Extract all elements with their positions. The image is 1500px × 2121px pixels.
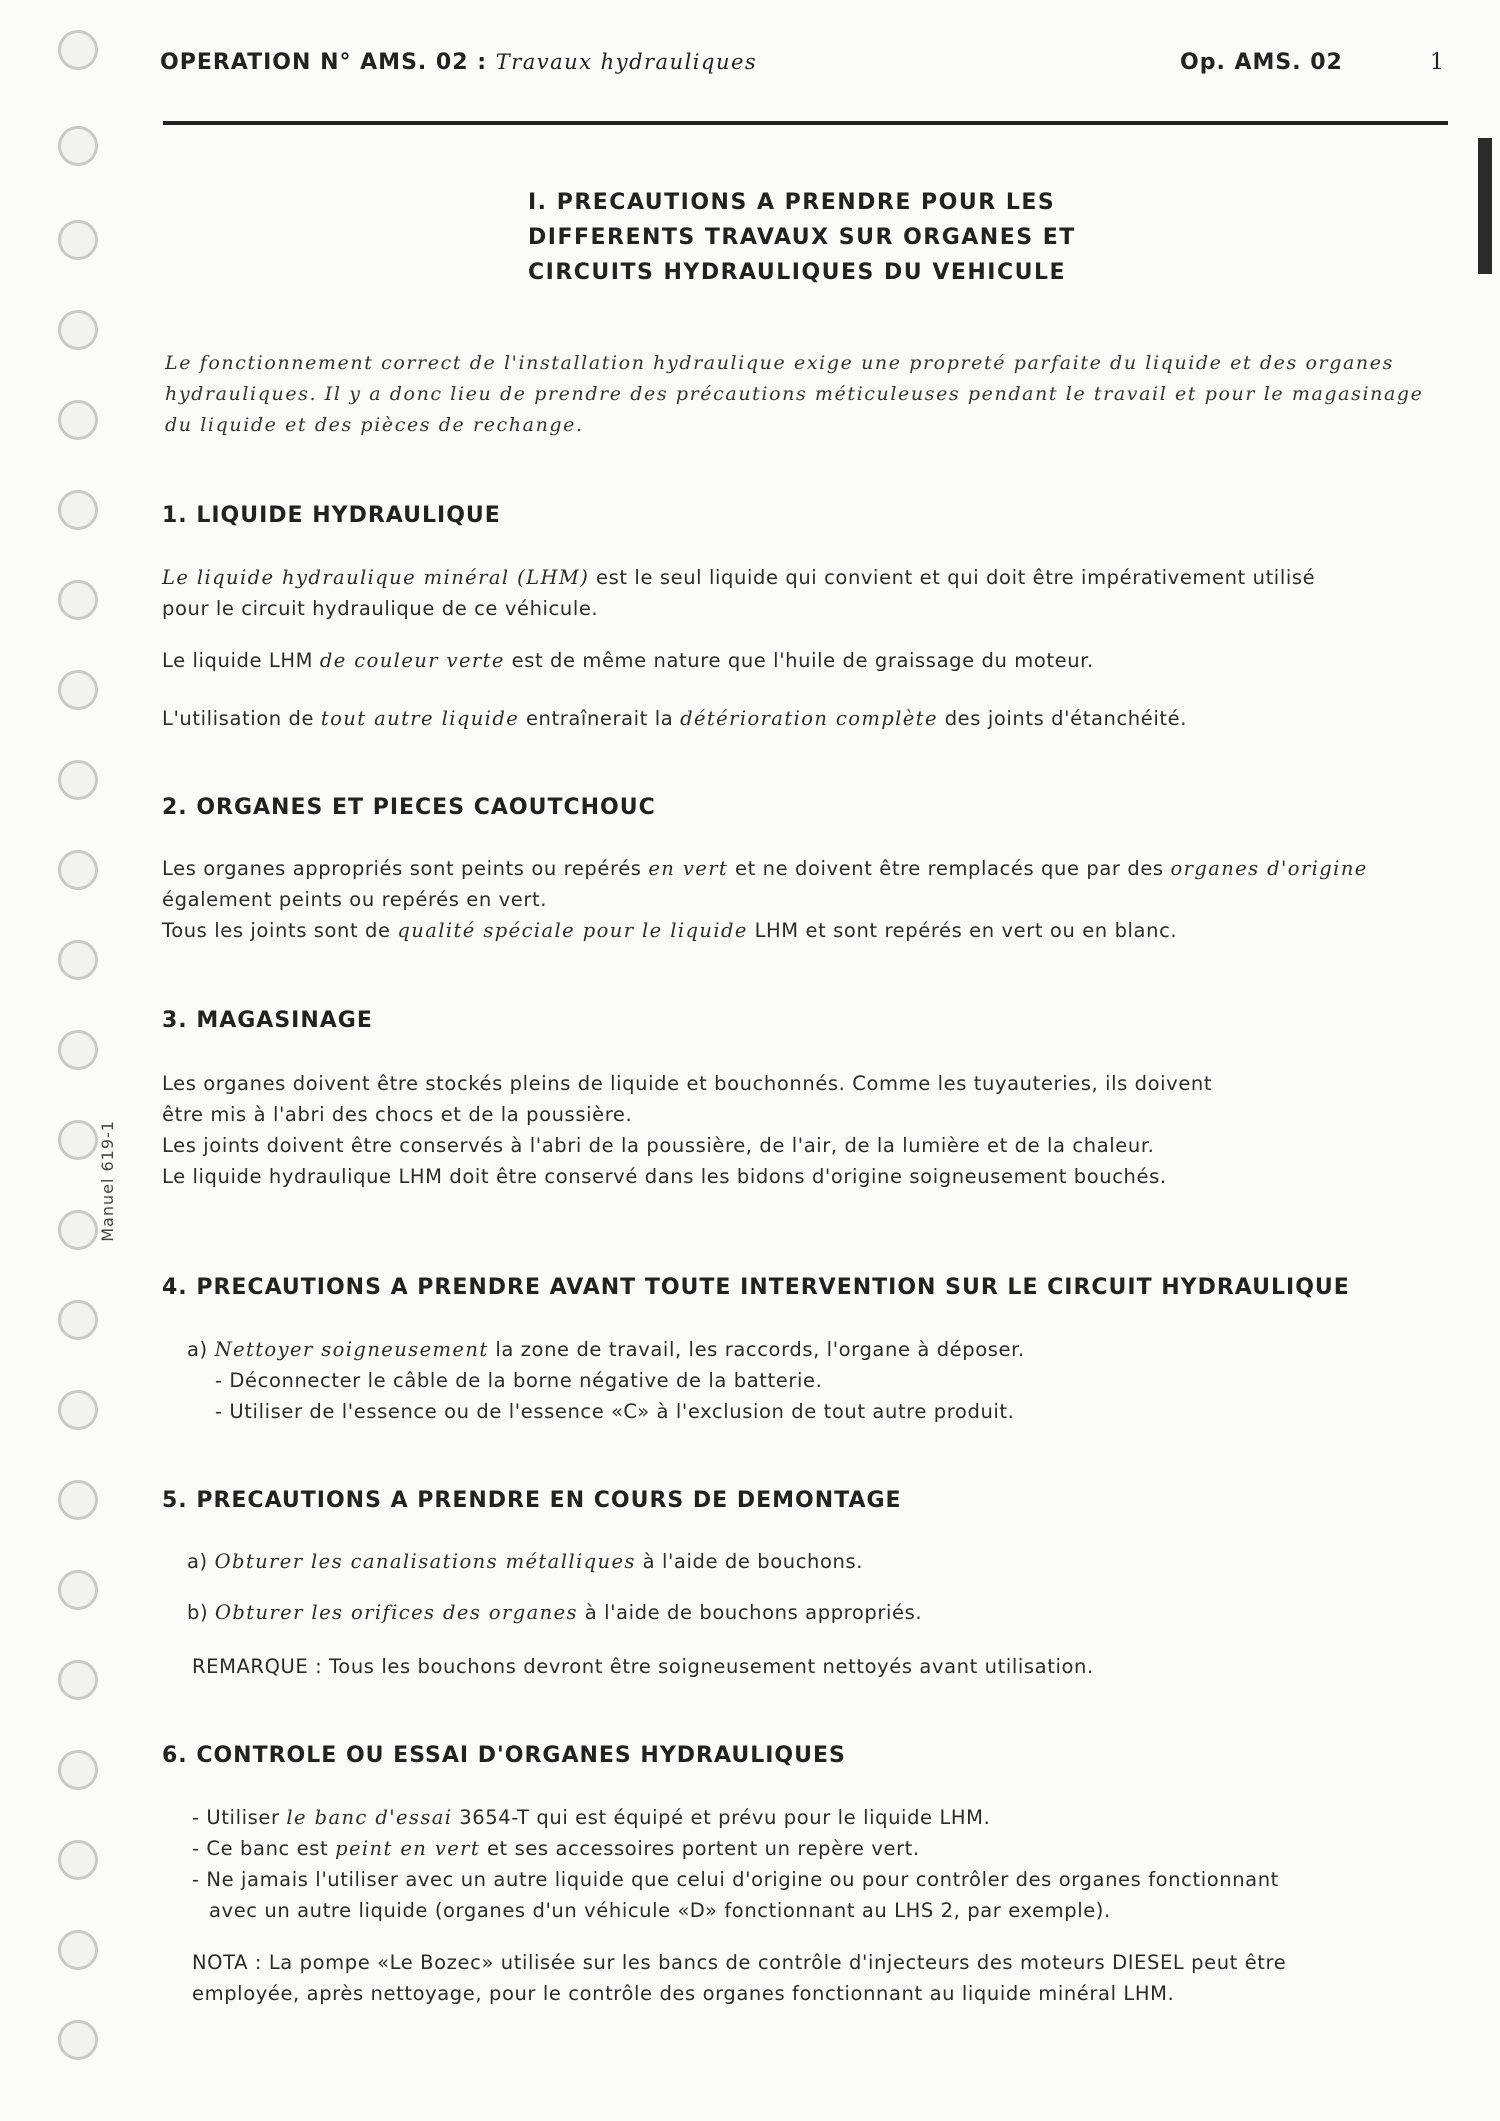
text: - Ne jamais l'utiliser avec un autre liquide que celui d'origine ou pour contrôler des organes fonctionnant [192, 1868, 1279, 1891]
operation-title [160, 50, 757, 75]
s5-remark: REMARQUE : Tous les bouchons devront être soigneusement nettoyés avant utilisation. [192, 1655, 1094, 1678]
section-heading-magasinage: 3. MAGASINAGE [162, 1008, 373, 1033]
binder-hole [58, 850, 98, 890]
text: pour le circuit hydraulique de ce véhicule. [162, 597, 599, 620]
text: à l'aide de bouchons appropriés. [577, 1601, 923, 1624]
header-rule [163, 121, 1448, 125]
text: Le liquide LHM [162, 649, 320, 672]
binder-hole [58, 400, 98, 440]
text-italic: de couleur verte [319, 649, 505, 672]
binder-hole [58, 1930, 98, 1970]
section-heading-controle: 6. CONTROLE OU ESSAI D'ORGANES HYDRAULIQUES [162, 1743, 846, 1768]
binder-hole [58, 1750, 98, 1790]
text: être mis à l'abri des chocs et de la poussière. [162, 1103, 633, 1126]
binder-hole [58, 1480, 98, 1520]
text: - Utiliser [192, 1806, 287, 1829]
text: est le seul liquide qui convient et qui doit être impérativement utilisé [589, 566, 1316, 589]
binder-hole [58, 2020, 98, 2060]
text-italic: qualité spéciale pour le liquide [397, 919, 748, 942]
section-heading-precautions-avant: 4. PRECAUTIONS A PRENDRE AVANT TOUTE INTERVENTION SUR LE CIRCUIT HYDRAULIQUE [162, 1275, 1350, 1300]
intro-line: hydrauliques. Il y a donc lieu de prendre des précautions méticuleuses pendant le travail et pour le magasinage [165, 383, 1424, 405]
text: 3654-T qui est équipé et prévu pour le liquide LHM. [452, 1806, 991, 1829]
text: Le liquide hydraulique LHM doit être conservé dans les bidons d'origine soigneusement bouchés. [162, 1165, 1167, 1188]
s5-item-a [187, 1546, 1427, 1577]
binder-hole [58, 670, 98, 710]
s1-paragraph-1 [162, 562, 1402, 624]
text-italic: Obturer les canalisations métalliques [214, 1550, 636, 1573]
text-italic: Le liquide hydraulique minéral (LHM) [162, 566, 590, 589]
text: et ses accessoires portent un repère vert. [480, 1837, 920, 1860]
text-italic: le banc d'essai [286, 1806, 453, 1829]
binder-hole [58, 1660, 98, 1700]
binder-hole [58, 940, 98, 980]
operation-reference: Op. AMS. 02 [1180, 50, 1343, 75]
section-heading-demontage: 5. PRECAUTIONS A PRENDRE EN COURS DE DEMONTAGE [162, 1488, 902, 1513]
text: NOTA : La pompe «Le Bozec» utilisée sur les bancs de contrôle d'injecteurs des moteurs DIESEL peut être [192, 1951, 1287, 1974]
intro-line: du liquide et des pièces de rechange. [165, 414, 584, 436]
s5-item-b [187, 1597, 1427, 1628]
text: LHM et sont repérés en vert ou en blanc. [747, 919, 1178, 942]
binder-hole [58, 1840, 98, 1880]
s1-paragraph-2 [162, 645, 1402, 676]
text-italic: en vert [648, 857, 729, 880]
operation-label: OPERATION N° AMS. 02 : [160, 50, 488, 75]
text: la zone de travail, les raccords, l'organe à déposer. [488, 1338, 1025, 1361]
section-heading-liquide: 1. LIQUIDE HYDRAULIQUE [162, 503, 501, 528]
text-italic: Nettoyer soigneusement [214, 1338, 489, 1361]
operation-subject: Travaux hydrauliques [495, 50, 758, 74]
text: entraînerait la [519, 707, 681, 730]
binder-hole [58, 30, 98, 70]
text: également peints ou repérés en vert. [162, 888, 548, 911]
text: avec un autre liquide (organes d'un véhicule «D» fonctionnant au LHS 2, par exemple). [209, 1899, 1111, 1922]
text: a) [187, 1338, 215, 1361]
text: - Ce banc est [192, 1837, 336, 1860]
s6-list [192, 1802, 1432, 1926]
text: - Utiliser de l'essence ou de l'essence «C» à l'exclusion de tout autre produit. [215, 1400, 1015, 1423]
text: - Déconnecter le câble de la borne négative de la batterie. [215, 1369, 823, 1392]
s2-paragraph [162, 853, 1402, 946]
binder-hole [58, 1030, 98, 1070]
text: des joints d'étanchéité. [937, 707, 1187, 730]
binder-hole [58, 490, 98, 530]
binder-hole [58, 580, 98, 620]
intro-paragraph [165, 348, 1424, 441]
s3-paragraph [162, 1068, 1402, 1192]
text: à l'aide de bouchons. [635, 1550, 864, 1573]
binder-hole [58, 1120, 98, 1160]
binder-hole [58, 1210, 98, 1250]
text: L'utilisation de [162, 707, 321, 730]
s4-item-a [187, 1334, 1427, 1365]
title-line: CIRCUITS HYDRAULIQUES DU VEHICULE [528, 260, 1067, 285]
main-title [528, 185, 1088, 290]
text: b) [187, 1601, 215, 1624]
section-heading-organes: 2. ORGANES ET PIECES CAOUTCHOUC [162, 795, 656, 820]
s1-paragraph-3 [162, 703, 1402, 734]
text-italic: Obturer les orifices des organes [214, 1601, 578, 1624]
margin-bar [1478, 138, 1492, 274]
text-italic: détérioration complète [680, 707, 938, 730]
text: Les joints doivent être conservés à l'abri de la poussière, de l'air, de la lumière et de la chaleur. [162, 1134, 1155, 1157]
text: Tous les joints sont de [162, 919, 398, 942]
page-header [160, 50, 1448, 90]
text-italic: organes d'origine [1170, 857, 1368, 880]
binder-hole [58, 1300, 98, 1340]
binder-holes [52, 30, 112, 2090]
binder-hole [58, 1390, 98, 1430]
binder-hole [58, 126, 98, 166]
text: Les organes doivent être stockés pleins de liquide et bouchonnés. Comme les tuyauteries, ils doivent [162, 1072, 1213, 1095]
text: employée, après nettoyage, pour le contrôle des organes fonctionnant au liquide minéral LHM. [192, 1982, 1175, 2005]
binder-hole [58, 760, 98, 800]
title-line: I. PRECAUTIONS A PRENDRE POUR LES [528, 190, 1056, 215]
binder-hole [58, 310, 98, 350]
title-line: DIFFERENTS TRAVAUX SUR ORGANES ET [528, 225, 1076, 250]
s4-subitems [215, 1365, 1455, 1427]
text-italic: tout autre liquide [320, 707, 520, 730]
page-number: 1 [1430, 50, 1444, 75]
text: a) [187, 1550, 215, 1573]
intro-line: Le fonctionnement correct de l'installation hydraulique exige une propreté parfaite du liquide et des organes [165, 352, 1394, 374]
binder-hole [58, 220, 98, 260]
spine-label: Manuel 619-1 [98, 1120, 117, 1242]
text: Les organes appropriés sont peints ou repérés [162, 857, 649, 880]
s6-nota [192, 1947, 1432, 2009]
text: est de même nature que l'huile de graissage du moteur. [504, 649, 1094, 672]
binder-hole [58, 1570, 98, 1610]
text-italic: peint en vert [335, 1837, 481, 1860]
text: et ne doivent être remplacés que par des [728, 857, 1171, 880]
